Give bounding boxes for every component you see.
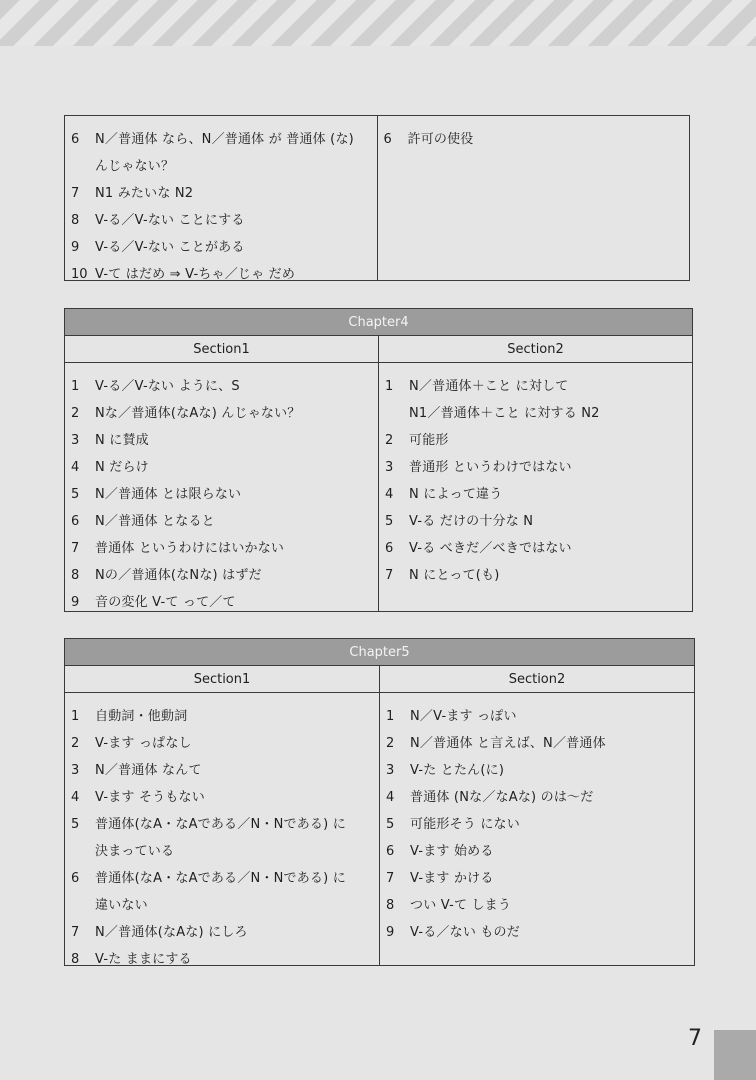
item-text: N に賛成 [95, 433, 149, 448]
item-text: 普通体(なA・なAである／N・Nである) に [95, 817, 346, 832]
item-number: 2 [71, 736, 80, 751]
item-number: 6 [383, 132, 392, 147]
list-item [385, 556, 686, 583]
top-decorative-band [0, 0, 756, 46]
item-text: 許可の使役 [407, 132, 474, 147]
list-item [385, 475, 686, 502]
item-number: 4 [71, 790, 80, 805]
list-item [71, 859, 373, 886]
chapter5-section1-header: Section1 [65, 666, 379, 693]
list-item [385, 448, 686, 475]
chapter5-section1-list [65, 693, 379, 966]
item-text: V-た ままにする [95, 952, 192, 967]
list-item [71, 174, 371, 201]
item-number: 7 [386, 871, 395, 886]
item-number: 7 [71, 186, 80, 201]
item-number: 6 [71, 132, 80, 147]
item-number: 3 [71, 763, 80, 778]
chapter4-section2-list [378, 363, 692, 612]
item-text: 普通形 というわけではない [409, 460, 572, 475]
item-text: N1／普通体＋こと に対する N2 [409, 406, 600, 421]
item-number: 4 [386, 790, 395, 805]
item-text: N によって違う [409, 487, 503, 502]
item-text: V-ます そうもない [95, 790, 205, 805]
list-item [71, 475, 372, 502]
item-number: 9 [71, 595, 80, 610]
chapter4-table [64, 308, 693, 612]
page-number: 7 [688, 1026, 702, 1051]
list-item [71, 502, 372, 529]
item-text: 普通体(なA・なAである／N・Nである) に [95, 871, 346, 886]
item-number: 9 [386, 925, 395, 940]
item-text: V-る／V-ない ように、S [95, 379, 240, 394]
item-number: 5 [71, 487, 80, 502]
item-number: 2 [385, 433, 394, 448]
list-item [385, 502, 686, 529]
list-item [71, 805, 373, 832]
item-number: 8 [71, 952, 80, 967]
item-text: N／普通体 と言えば、N／普通体 [410, 736, 606, 751]
list-item [71, 421, 372, 448]
item-text: N／普通体 なら、N／普通体 が 普通体 (な) [95, 132, 354, 147]
list-item [71, 697, 373, 724]
chapter5-section2-list [379, 693, 694, 966]
item-text: 違いない [95, 898, 148, 913]
left-column [65, 116, 377, 280]
item-text: N／V-ます っぽい [410, 709, 517, 724]
list-item [71, 832, 373, 859]
chapter5-title: Chapter5 [65, 639, 694, 666]
grammar-table-continued [64, 115, 690, 281]
item-text: N／普通体 なんて [95, 763, 202, 778]
item-number: 1 [71, 709, 80, 724]
list-item [386, 751, 688, 778]
item-text: V-た とたん(に) [410, 763, 505, 778]
item-text: N にとって(も) [409, 568, 500, 583]
item-number: 7 [71, 925, 80, 940]
item-text: V-る だけの十分な N [409, 514, 534, 529]
item-number: 5 [71, 817, 80, 832]
list-item [386, 886, 688, 913]
item-text: V-て はだめ ⇒ V-ちゃ／じゃ だめ [95, 267, 296, 282]
list-item [71, 120, 371, 147]
item-text: N／普通体(なAな) にしろ [95, 925, 248, 940]
list-item [71, 751, 373, 778]
chapter4-title: Chapter4 [65, 309, 692, 336]
item-text: N だらけ [95, 460, 149, 475]
item-number: 9 [71, 240, 80, 255]
item-text: 自動詞・他動詞 [95, 709, 188, 724]
item-text: V-ます っぱなし [95, 736, 192, 751]
list-item [385, 529, 686, 556]
right-column [377, 116, 690, 280]
list-item [71, 556, 372, 583]
item-number: 3 [385, 460, 394, 475]
list-item [71, 778, 373, 805]
chapter5-section2-header: Section2 [379, 666, 694, 693]
item-text: 普通体 というわけにはいかない [95, 541, 285, 556]
item-number: 4 [385, 487, 394, 502]
list-item [71, 394, 372, 421]
item-text: V-る／V-ない ことがある [95, 240, 245, 255]
list-item [386, 724, 688, 751]
item-text: 可能形 [409, 433, 449, 448]
list-item [385, 367, 686, 394]
list-item [386, 913, 688, 940]
item-number: 7 [71, 541, 80, 556]
chapter5-table [64, 638, 695, 966]
list-item [71, 147, 371, 174]
item-number: 1 [71, 379, 80, 394]
item-number: 4 [71, 460, 80, 475]
item-text: V-る べきだ／べきではない [409, 541, 572, 556]
list-item [386, 859, 688, 886]
item-number: 7 [385, 568, 394, 583]
list-item [71, 448, 372, 475]
list-item [71, 913, 373, 940]
item-text: V-ます かける [410, 871, 494, 886]
list-item [385, 421, 686, 448]
chapter4-section1-header: Section1 [65, 336, 378, 363]
item-number: 5 [386, 817, 395, 832]
item-text: V-る／ない ものだ [410, 925, 520, 940]
item-number: 1 [386, 709, 395, 724]
list-item [71, 529, 372, 556]
item-number: 10 [71, 267, 88, 282]
item-text: V-る／V-ない ことにする [95, 213, 245, 228]
item-number: 6 [71, 871, 80, 886]
list-item [71, 583, 372, 610]
list-item [386, 697, 688, 724]
list-item [71, 255, 371, 282]
list-item [71, 228, 371, 255]
list-item [71, 886, 373, 913]
item-text: んじゃない？ [95, 159, 175, 174]
item-text: 音の変化 V-て って／て [95, 595, 236, 610]
item-text: 決まっている [95, 844, 175, 859]
item-number: 1 [385, 379, 394, 394]
item-number: 6 [386, 844, 395, 859]
chapter4-section1-list [65, 363, 378, 612]
item-number: 6 [71, 514, 80, 529]
list-item [384, 120, 684, 147]
item-text: N／普通体 とは限らない [95, 487, 242, 502]
list-item [386, 832, 688, 859]
list-item [71, 940, 373, 967]
item-number: 2 [386, 736, 395, 751]
item-number: 6 [385, 541, 394, 556]
item-number: 5 [385, 514, 394, 529]
list-item [385, 394, 686, 421]
list-item [71, 367, 372, 394]
chapter4-section2-header: Section2 [378, 336, 692, 363]
item-text: Nな／普通体(なAな) んじゃない？ [95, 406, 301, 421]
item-text: V-ます 始める [410, 844, 494, 859]
item-text: 普通体 (Nな／なAな) のは〜だ [410, 790, 594, 805]
item-number: 8 [386, 898, 395, 913]
item-text: 可能形そう にない [410, 817, 520, 832]
list-item [71, 201, 371, 228]
item-text: N1 みたいな N2 [95, 186, 194, 201]
item-text: N／普通体 となると [95, 514, 215, 529]
item-text: つい V-て しまう [410, 898, 512, 913]
list-item [71, 724, 373, 751]
item-number: 8 [71, 213, 80, 228]
list-item [386, 805, 688, 832]
item-number: 8 [71, 568, 80, 583]
item-number: 3 [386, 763, 395, 778]
item-number: 2 [71, 406, 80, 421]
item-text: N／普通体＋こと に対して [409, 379, 569, 394]
item-number: 3 [71, 433, 80, 448]
list-item [386, 778, 688, 805]
page-number-tab [714, 1030, 756, 1080]
item-text: Nの／普通体(なNな) はずだ [95, 568, 262, 583]
